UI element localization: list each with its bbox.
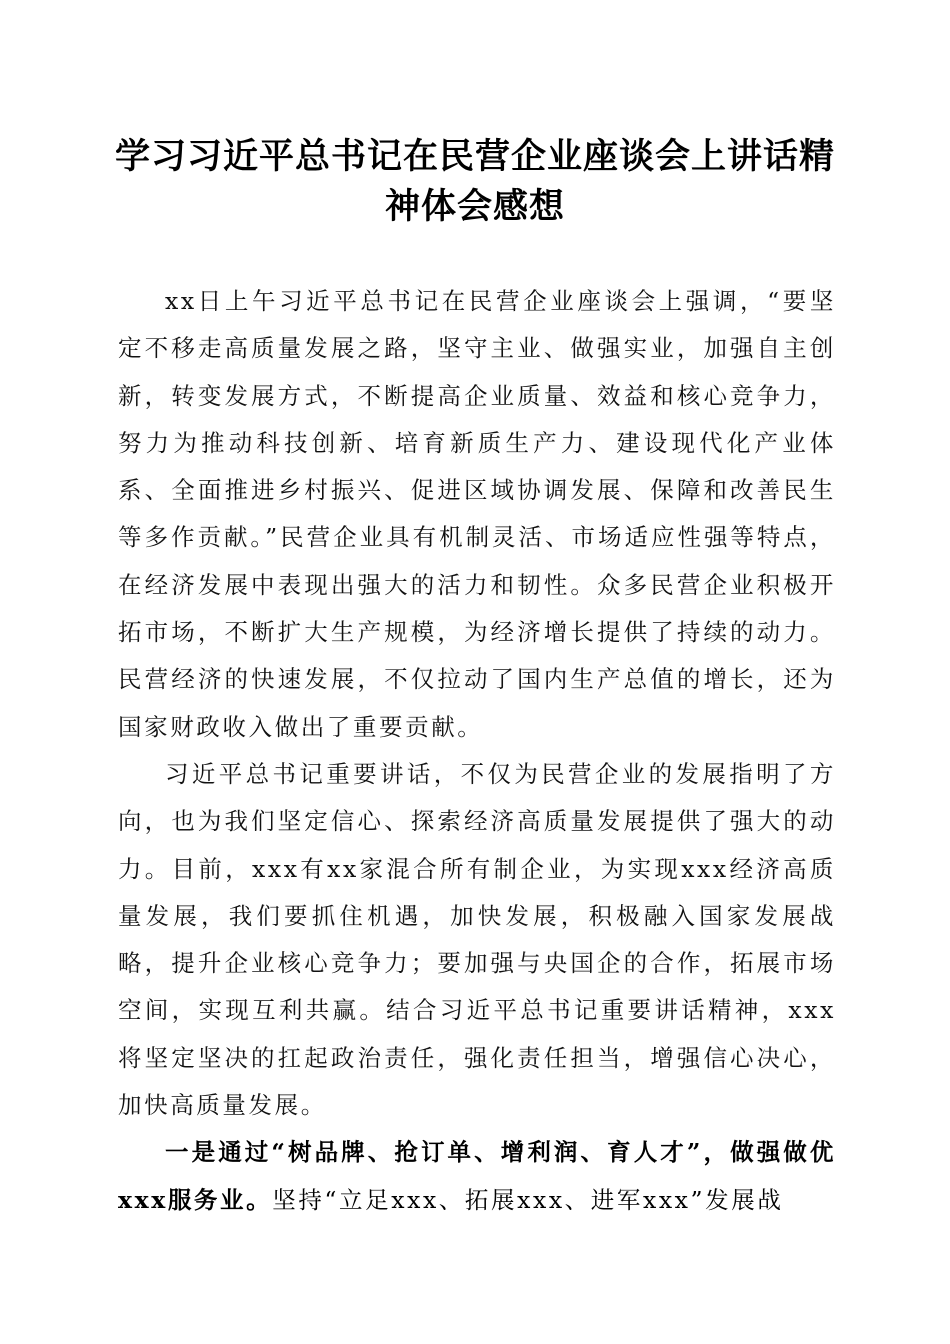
paragraph-continuation: 坚持“立足xxx、拓展xxx、进军xxx”发展战 (272, 1185, 784, 1214)
body-paragraph-1: xx日上午习近平总书记在民营企业座谈会上强调，“要坚定不移走高质量发展之路，坚守主业、做强实业，加强自主创新，转变发展方式，不断提高企业质量、效益和核心竞争力，努力为推动科技创新、培育新质生产力、建设现代化产业体系、全面推进乡村振兴、促进区域协调发展、保障和改善民生等多作贡献。”民营企业具有机制灵活、市场适应性强等特点，在经济发展中表现出强大的活力和韧性。众多民营企业积极开拓市场，不断扩大生产规模，为经济增长提供了持续的动力。民营经济的快速发展，不仅拉动了国内生产总值的增长，还为国家财政收入做出了重要贡献。 (118, 287, 836, 741)
body-paragraph-3 (118, 1129, 836, 1224)
body-paragraph-2: 习近平总书记重要讲话，不仅为民营企业的发展指明了方向，也为我们坚定信心、探索经济高质量发展提供了强大的动力。目前，xxx有xx家混合所有制企业，为实现xxx经济高质量发展，我们要抓住机遇，加快发展，积极融入国家发展战略，提升企业核心竞争力；要加强与央国企的合作，拓展市场空间，实现互利共赢。结合习近平总书记重要讲话精神，xxx将坚定坚决的扛起政治责任，强化责任担当，增强信心决心，加快高质量发展。 (118, 759, 836, 1120)
document-title: 学习习近平总书记在民营企业座谈会上讲话精神体会感想 (114, 136, 835, 227)
document-body (118, 278, 836, 1224)
paragraph-lead-sentence: 一是通过“树品牌、抢订单、增利润、育人才”，做强做优xxx服务业。 (118, 1138, 836, 1214)
